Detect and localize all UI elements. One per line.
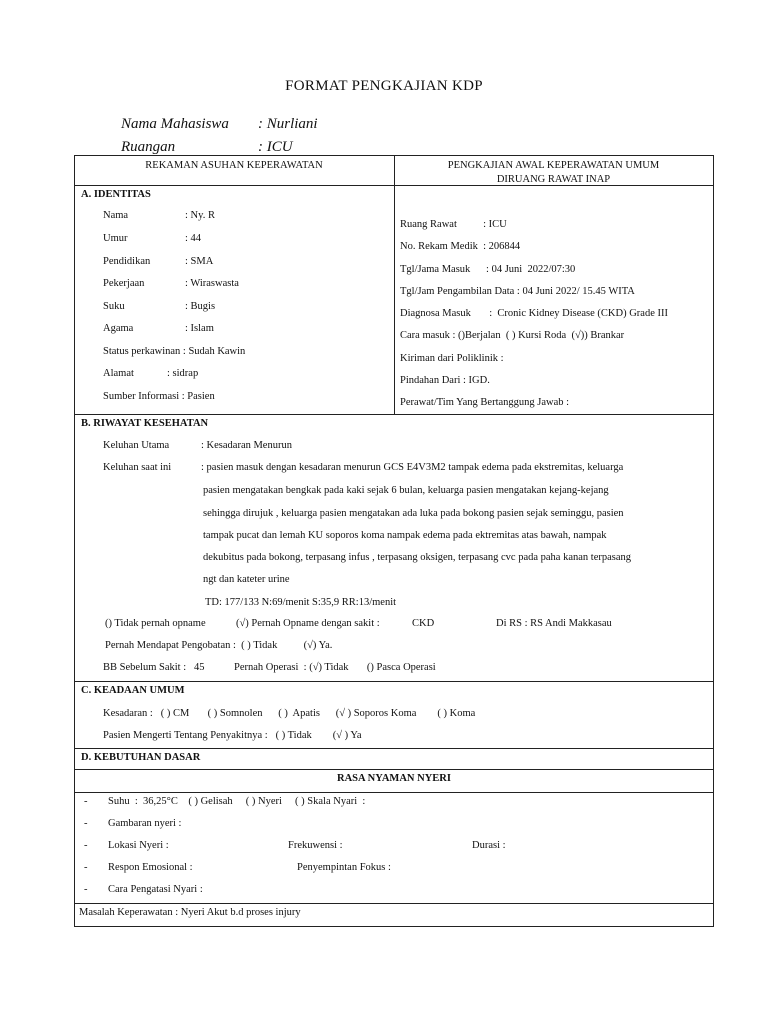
cara-masuk: Cara masuk : ()Berjalan ( ) Kursi Roda (√)) Brankar bbox=[400, 330, 625, 341]
bullet-dash: - bbox=[84, 862, 88, 873]
lokasi-nyeri: Lokasi Nyeri : bbox=[108, 840, 169, 851]
page-title: FORMAT PENGKAJIAN KDP bbox=[285, 78, 483, 94]
keluhan-saat-label: Keluhan saat ini bbox=[103, 462, 172, 473]
nama-value: : Nurliani bbox=[258, 116, 318, 132]
subheading-rasa-nyaman: RASA NYAMAN NYERI bbox=[337, 773, 451, 784]
perawat-tim: Perawat/Tim Yang Bertanggung Jawab : bbox=[400, 397, 570, 408]
identitas-value: : Islam bbox=[185, 323, 214, 334]
keluhan-utama-label: Keluhan Utama bbox=[103, 440, 170, 451]
penyempitan-fokus: Penyempintan Fokus : bbox=[297, 862, 391, 873]
bullet-dash: - bbox=[84, 884, 88, 895]
identitas-value: : Wiraswasta bbox=[185, 278, 239, 289]
masalah-keperawatan: Masalah Keperawatan : Nyeri Akut b.d proses injury bbox=[79, 907, 301, 918]
bb-sebelum-sakit: BB Sebelum Sakit : 45 bbox=[103, 662, 205, 673]
durasi-nyeri: Durasi : bbox=[472, 840, 506, 851]
alamat-label: Alamat bbox=[103, 368, 134, 379]
vital-signs: TD: 177/133 N:69/menit S:35,9 RR:13/menit bbox=[205, 597, 397, 608]
identitas-value: : Bugis bbox=[185, 301, 216, 312]
frekuensi-nyeri: Frekuwensi : bbox=[288, 840, 343, 851]
ruang-rawat: Ruang Rawat : ICU bbox=[400, 219, 507, 230]
keluhan-line: : pasien masuk dengan kesadaran menurun GCS E4V3M2 tampak edema pada ekstremitas, keluarga bbox=[201, 462, 624, 473]
identitas-value: : SMA bbox=[185, 256, 214, 267]
tgl-masuk: Tgl/Jama Masuk : 04 Juni 2022/07:30 bbox=[400, 264, 576, 275]
keluhan-utama-value: : Kesadaran Menurun bbox=[201, 440, 292, 451]
gambaran-nyeri: Gambaran nyeri : bbox=[108, 818, 182, 829]
keluhan-line: pasien mengatakan bengkak pada kaki sejak 6 bulan, keluarga pasien mengatakan kejang-kejang bbox=[203, 485, 609, 496]
ruangan-label: Ruangan bbox=[121, 139, 176, 155]
identitas-value: : 44 bbox=[185, 233, 202, 244]
riwayat-operasi: Pernah Operasi : (√) Tidak () Pasca Operasi bbox=[234, 662, 436, 673]
identitas-label: Pekerjaan bbox=[103, 278, 145, 289]
section-kebutuhan-heading: D. KEBUTUHAN DASAR bbox=[81, 752, 201, 763]
identitas-label: Umur bbox=[103, 233, 128, 244]
status-perkawinan: Status perkawinan : Sudah Kawin bbox=[103, 346, 246, 357]
kesadaran-options: Kesadaran : ( ) CM ( ) Somnolen ( ) Apatis (√ ) Soporos Koma ( ) Koma bbox=[103, 708, 476, 719]
section-keadaan-heading: C. KEADAAN UMUM bbox=[81, 685, 185, 696]
header-right-line2: DIRUANG RAWAT INAP bbox=[496, 174, 611, 185]
rekam-medik: No. Rekam Medik : 206844 bbox=[400, 241, 521, 252]
kiriman-poliklinik: Kiriman dari Poliklinik : bbox=[400, 353, 504, 364]
bullet-dash: - bbox=[84, 840, 88, 851]
identitas-label: Nama bbox=[103, 210, 129, 221]
tgl-pengambilan: Tgl/Jam Pengambilan Data : 04 Juni 2022/ 15.45 WITA bbox=[400, 286, 635, 297]
section-riwayat-heading: B. RIWAYAT KESEHATAN bbox=[81, 418, 209, 429]
identitas-label: Suku bbox=[103, 301, 125, 312]
keluhan-line: ngt dan kateter urine bbox=[203, 574, 290, 585]
identitas-label: Pendidikan bbox=[103, 256, 151, 267]
opname-tidak: () Tidak pernah opname bbox=[105, 618, 206, 629]
header-right-line1: PENGKAJIAN AWAL KEPERAWATAN UMUM bbox=[447, 160, 660, 171]
identitas-value: : Ny. R bbox=[185, 210, 215, 221]
diagnosa-masuk: Diagnosa Masuk : Cronic Kidney Disease (CKD) Grade III bbox=[400, 308, 668, 319]
suhu-line: Suhu : 36,25°C ( ) Gelisah ( ) Nyeri ( ) Skala Nyari : bbox=[108, 796, 366, 807]
respon-emosional: Respon Emosional : bbox=[108, 862, 193, 873]
pengertian-penyakit: Pasien Mengerti Tentang Penyakitnya : ( ) Tidak (√ ) Ya bbox=[103, 730, 362, 741]
nama-label: Nama Mahasiswa bbox=[121, 116, 229, 132]
cara-pengatasi-nyeri: Cara Pengatasi Nyari : bbox=[108, 884, 203, 895]
identitas-label: Agama bbox=[103, 323, 134, 334]
keluhan-line: sehingga dirujuk , keluarga pasien mengatakan ada luka pada bokong pasien sejak seminggu, pasien bbox=[203, 508, 624, 519]
opname-penyakit: CKD bbox=[412, 618, 435, 629]
keluhan-line: dekubitus pada bokong, terpasang infus , terpasang oksigen, terpasang cvc pada paha kanan terpasang bbox=[203, 552, 632, 563]
riwayat-pengobatan: Pernah Mendapat Pengobatan : ( ) Tidak (√) Ya. bbox=[105, 640, 333, 651]
ruangan-value: : ICU bbox=[258, 139, 293, 155]
opname-rumah-sakit: Di RS : RS Andi Makkasau bbox=[496, 618, 612, 629]
bullet-dash: - bbox=[84, 796, 88, 807]
bullet-dash: - bbox=[84, 818, 88, 829]
section-identitas-heading: A. IDENTITAS bbox=[81, 189, 151, 200]
opname-pernah: (√) Pernah Opname dengan sakit : bbox=[236, 618, 380, 629]
pindahan-dari: Pindahan Dari : IGD. bbox=[400, 375, 490, 386]
header-left: REKAMAN ASUHAN KEPERAWATAN bbox=[145, 160, 323, 171]
alamat-value: : sidrap bbox=[167, 368, 199, 379]
keluhan-line: tampak pucat dan lemah KU soporos koma nampak edema pada ektremitas atas bawah, nampak bbox=[203, 530, 607, 541]
sumber-informasi: Sumber Informasi : Pasien bbox=[103, 391, 215, 402]
